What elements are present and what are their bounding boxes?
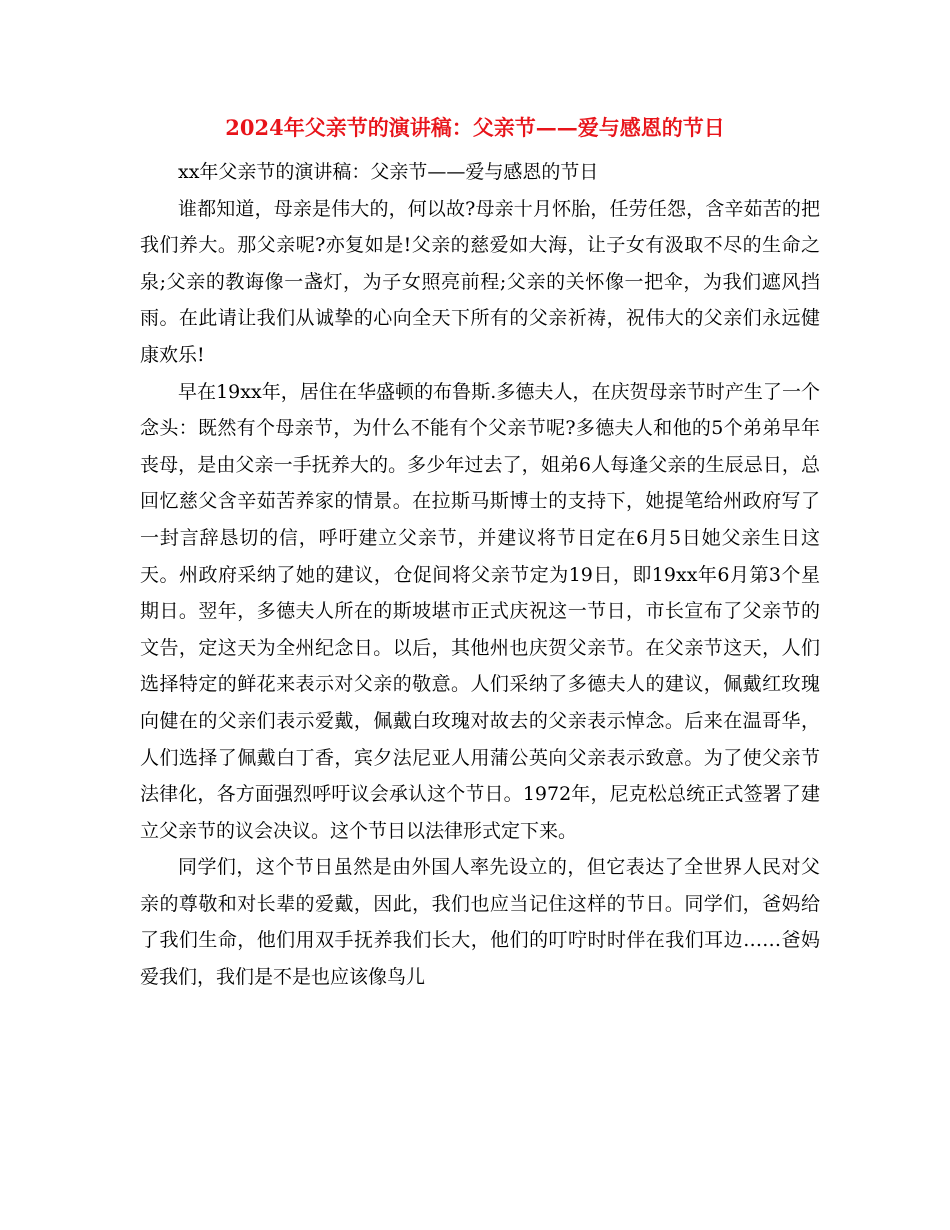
document-title: 2024年父亲节的演讲稿：父亲节——爱与感恩的节日 [225, 115, 725, 140]
document-body [140, 154, 820, 996]
paragraph-intro: 谁都知道，母亲是伟大的，何以故?母亲十月怀胎，任劳任怨，含辛茹苦的把我们养大。那父亲呢?亦复如是!父亲的慈爱如大海，让子女有汲取不尽的生命之泉;父亲的教诲像一盏灯，为子女照亮前程;父亲的关怀像一把伞，为我们遮风挡雨。在此请让我们从诚挚的心向全天下所有的父亲祈祷，祝伟大的父亲们永远健康欢乐! [140, 197, 820, 366]
paragraph-history: 早在19xx年，居住在华盛顿的布鲁斯.多德夫人，在庆贺母亲节时产生了一个念头：既然有个母亲节，为什么不能有个父亲节呢?多德夫人和他的5个弟弟早年丧母，是由父亲一手抚养大的。多少年过去了，姐弟6人每逢父亲的生辰忌日，总回忆慈父含辛茹苦养家的情景。在拉斯马斯博士的支持下，她提笔给州政府写了一封言辞恳切的信，呼吁建立父亲节，并建议将节日定在6月5日她父亲生日这天。州政府采纳了她的建议，仓促间将父亲节定为19日，即19xx年6月第3个星期日。翌年，多德夫人所在的斯坡堪市正式庆祝这一节日，市长宣布了父亲节的文告，定这天为全州纪念日。以后，其他州也庆贺父亲节。在父亲节这天，人们选择特定的鲜花来表示对父亲的敬意。人们采纳了多德夫人的建议，佩戴红玫瑰向健在的父亲们表示爱戴，佩戴白玫瑰对故去的父亲表示悼念。后来在温哥华，人们选择了佩戴白丁香，宾夕法尼亚人用蒲公英向父亲表示致意。为了使父亲节法律化，各方面强烈呼吁议会承认这个节日。1972年，尼克松总统正式签署了建立父亲节的议会决议。这个节日以法律形式定下来。 [140, 380, 820, 842]
paragraph-subtitle: xx年父亲节的演讲稿：父亲节——爱与感恩的节日 [178, 161, 599, 183]
paragraph-appeal: 同学们，这个节日虽然是由外国人率先设立的，但它表达了全世界人民对父亲的尊敬和对长辈的爱戴，因此，我们也应当记住这样的节日。同学们，爸妈给了我们生命，他们用双手抚养我们长大，他们的叮咛时时伴在我们耳边……爸妈爱我们，我们是不是也应该像鸟儿 [140, 856, 820, 989]
